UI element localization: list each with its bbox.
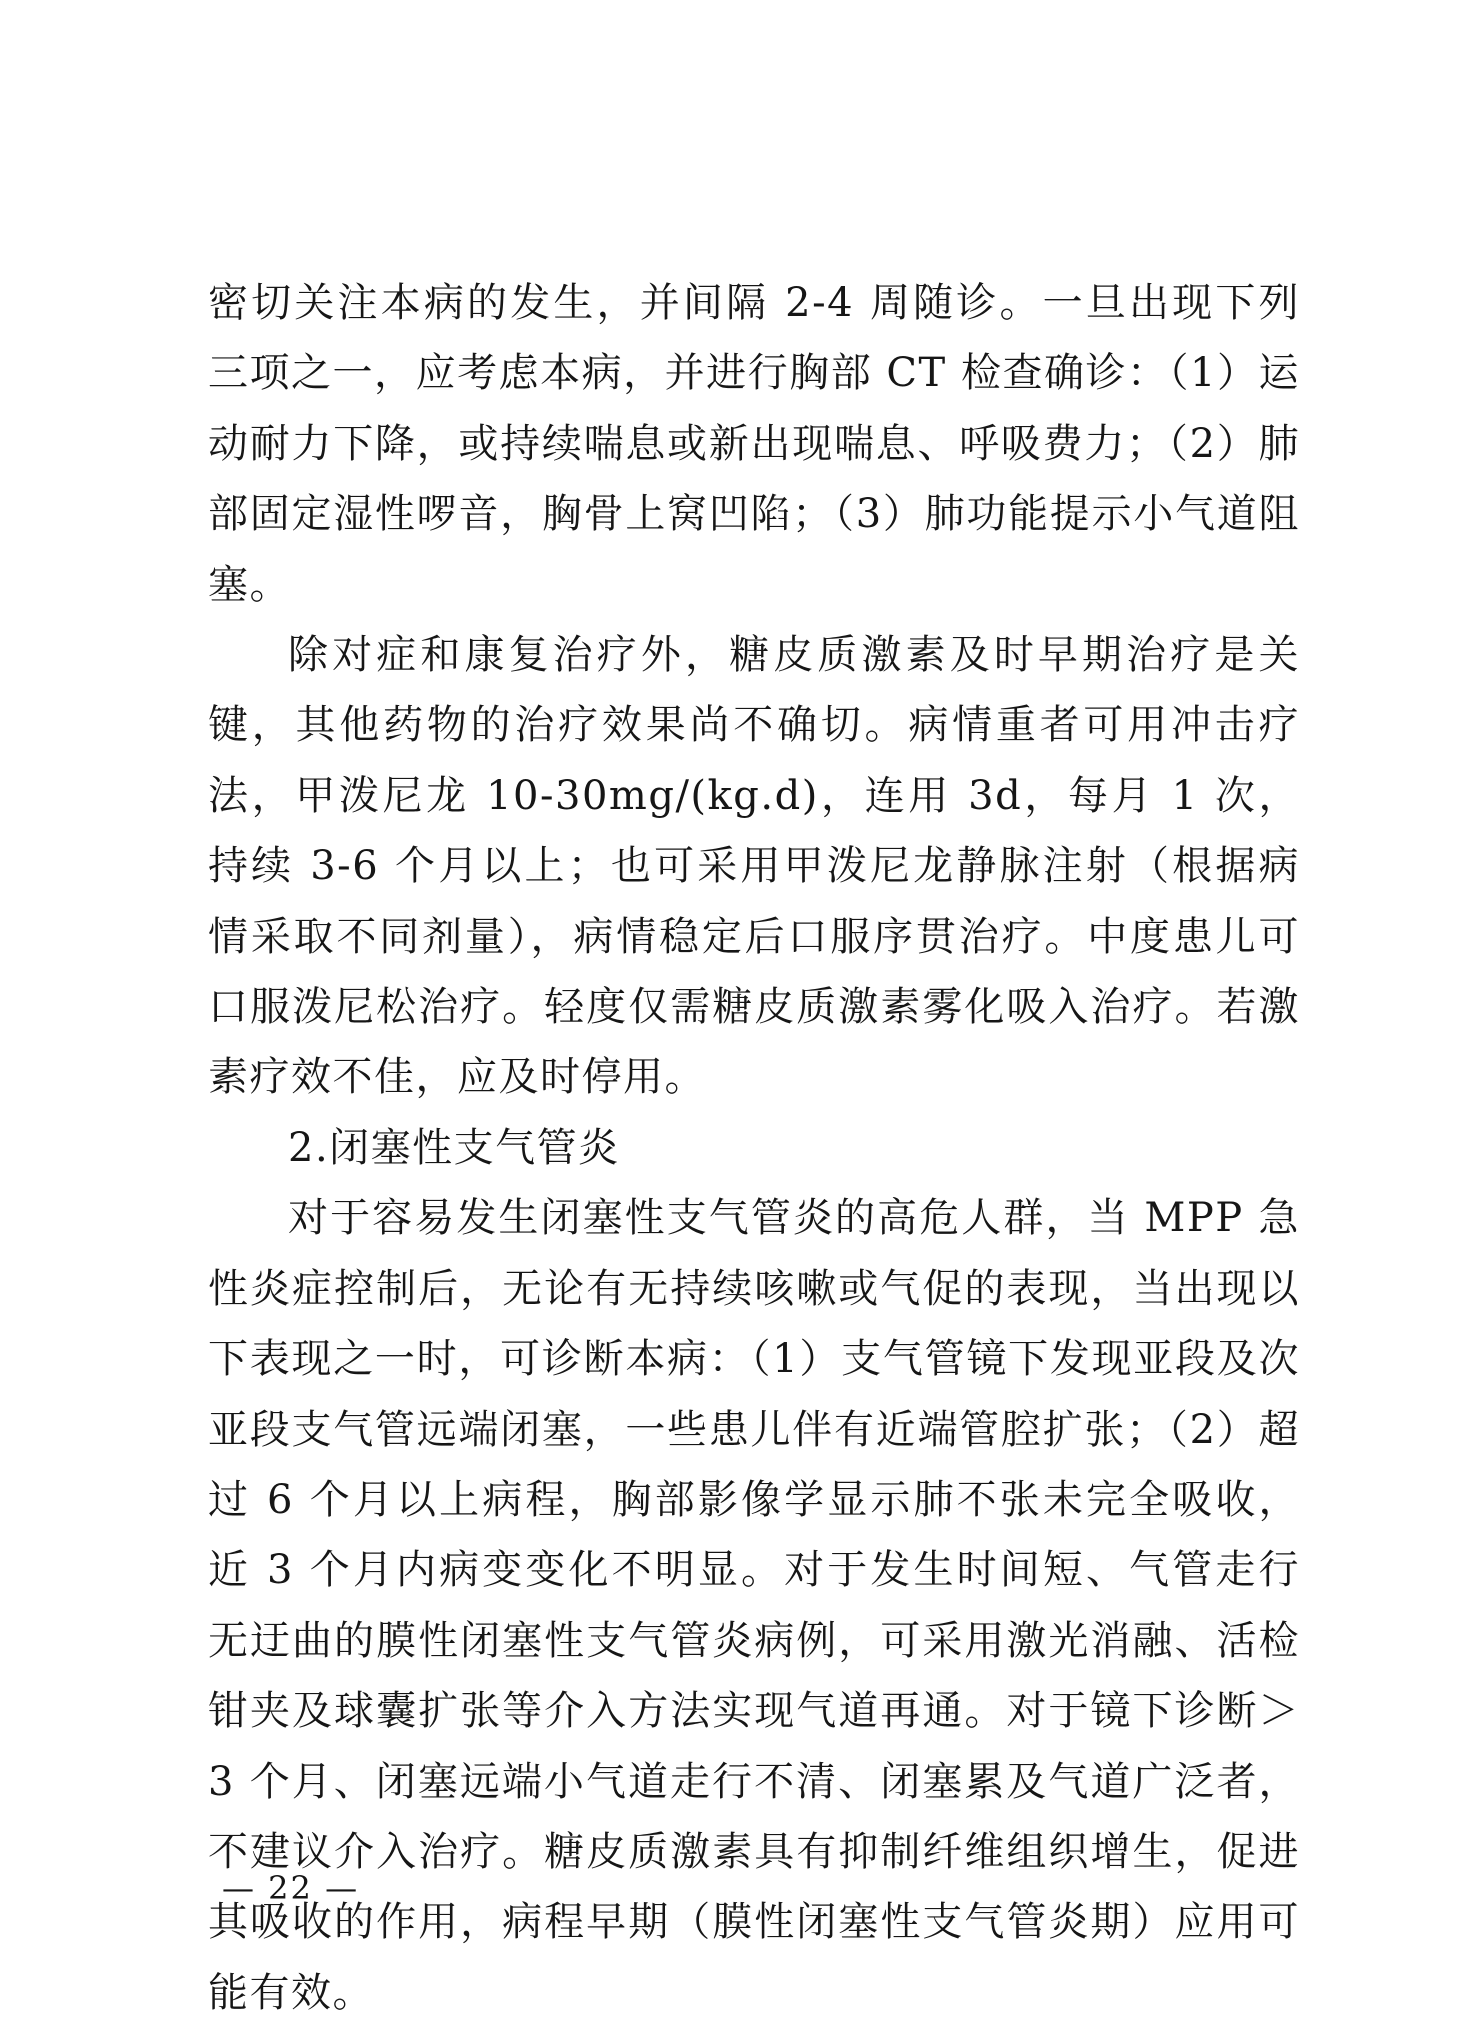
paragraph-treatment: 除对症和康复治疗外，糖皮质激素及时早期治疗是关键，其他药物的治疗效果尚不确切。病情重者可用冲击疗法，甲泼尼龙 10-30mg/(kg.d)，连用 3d，每月 1 次，持续 3-6 个月以上；也可采用甲泼尼龙静脉注射（根据病情采取不同剂量），病情稳定后口服序贯治疗。中度患儿可口服泼尼松治疗。轻度仅需糖皮质激素雾化吸入治疗。若激素疗效不佳，应及时停用。	[208, 632, 1300, 1101]
paragraph-continuation: 密切关注本病的发生，并间隔 2-4 周随诊。一旦出现下列三项之一，应考虑本病，并进行胸部 CT 检查确诊：（1）运动耐力下降，或持续喘息或新出现喘息、呼吸费力；（2）肺部固定湿性啰音，胸骨上窝凹陷；（3）肺功能提示小气道阻塞。	[208, 280, 1300, 608]
section-heading: 2.闭塞性支气管炎	[288, 1124, 620, 1171]
body-text	[208, 268, 1300, 2028]
paragraph-bronchiolitis-obliterans: 对于容易发生闭塞性支气管炎的高危人群，当 MPP 急性炎症控制后，无论有无持续咳嗽或气促的表现，当出现以下表现之一时，可诊断本病：（1）支气管镜下发现亚段及次亚段支气管远端闭塞，一些患儿伴有近端管腔扩张；（2）超过 6 个月以上病程，胸部影像学显示肺不张未完全吸收，近 3 个月内病变变化不明显。对于发生时间短、气管走行无迂曲的膜性闭塞性支气管炎病例，可采用激光消融、活检钳夹及球囊扩张等介入方法实现气道再通。对于镜下诊断＞3 个月、闭塞远端小气道走行不清、闭塞累及气道广泛者，不建议介入治疗。糖皮质激素具有抑制纤维组织增生，促进其吸收的作用，病程早期（膜性闭塞性支气管炎期）应用可能有效。	[208, 1195, 1300, 2016]
page-number: — 22 —	[222, 1869, 360, 1907]
